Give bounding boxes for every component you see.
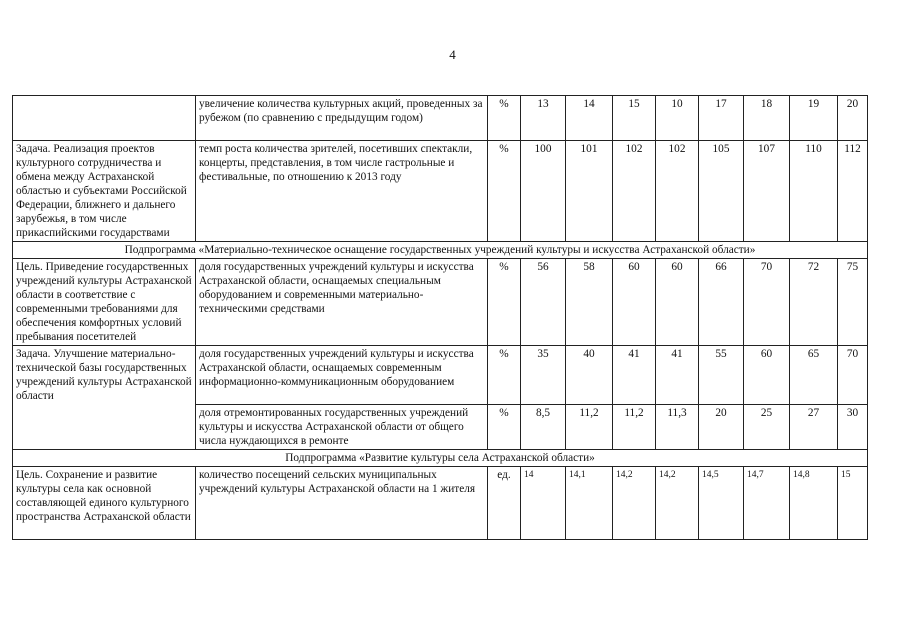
value-cell: 58	[566, 259, 613, 346]
goal-cell: Задача. Улучшение материально-технической базы государственных учреждений культуры Астраханской области	[13, 346, 196, 450]
value-cell: 27	[790, 405, 838, 450]
value-cell: 11,2	[613, 405, 656, 450]
value-cell: 112	[838, 141, 868, 242]
value-cell: 30	[838, 405, 868, 450]
value-cell: 70	[744, 259, 790, 346]
subprogram-row	[13, 242, 868, 259]
value-cell: 105	[699, 141, 744, 242]
value-cell: 110	[790, 141, 838, 242]
subprogram-title: Подпрограмма «Развитие культуры села Астраханской области»	[13, 450, 868, 467]
indicator-cell: увеличение количества культурных акций, проведенных за рубежом (по сравнению с предыдущим годом)	[196, 96, 488, 141]
value-cell: 20	[838, 96, 868, 141]
indicator-cell: доля государственных учреждений культуры и искусства Астраханской области, оснащаемых специальным оборудованием и современными материально-техническими средствами	[196, 259, 488, 346]
goal-cell	[13, 96, 196, 141]
value-cell: 60	[656, 259, 699, 346]
value-cell: 66	[699, 259, 744, 346]
goal-cell: Цель. Приведение государственных учреждений культуры Астраханской области в соответствие с современными требованиями для обеспечения комфортных условий пребывания посетителей	[13, 259, 196, 346]
table-row	[13, 346, 868, 405]
indicators-table	[12, 95, 868, 540]
value-cell: 14,7	[744, 467, 790, 540]
value-cell: 72	[790, 259, 838, 346]
value-cell: 11,2	[566, 405, 613, 450]
value-cell: 25	[744, 405, 790, 450]
unit-cell: %	[488, 346, 521, 405]
value-cell: 14	[521, 467, 566, 540]
value-cell: 60	[744, 346, 790, 405]
value-cell: 17	[699, 96, 744, 141]
indicator-cell: доля государственных учреждений культуры и искусства Астраханской области, оснащаемых современным информационно-коммуникационным оборудованием	[196, 346, 488, 405]
value-cell: 18	[744, 96, 790, 141]
indicator-cell: количество посещений сельских муниципальных учреждений культуры Астраханской области на 1 жителя	[196, 467, 488, 540]
value-cell: 14	[566, 96, 613, 141]
unit-cell: %	[488, 259, 521, 346]
value-cell: 56	[521, 259, 566, 346]
subprogram-row	[13, 450, 868, 467]
unit-cell: ед.	[488, 467, 521, 540]
subprogram-title: Подпрограмма «Материально-техническое оснащение государственных учреждений культуры и искусства Астраханской области»	[13, 242, 868, 259]
value-cell: 19	[790, 96, 838, 141]
goal-cell: Цель. Сохранение и развитие культуры села как основной составляющей единого культурного пространства Астраханской области	[13, 467, 196, 540]
value-cell: 65	[790, 346, 838, 405]
value-cell: 14,2	[656, 467, 699, 540]
value-cell: 107	[744, 141, 790, 242]
value-cell: 14,5	[699, 467, 744, 540]
value-cell: 41	[656, 346, 699, 405]
value-cell: 40	[566, 346, 613, 405]
value-cell: 14,8	[790, 467, 838, 540]
value-cell: 14,2	[613, 467, 656, 540]
unit-cell: %	[488, 405, 521, 450]
table-row	[13, 467, 868, 540]
value-cell: 101	[566, 141, 613, 242]
value-cell: 11,3	[656, 405, 699, 450]
table-row	[13, 96, 868, 141]
value-cell: 55	[699, 346, 744, 405]
value-cell: 75	[838, 259, 868, 346]
value-cell: 20	[699, 405, 744, 450]
value-cell: 60	[613, 259, 656, 346]
indicator-cell: темп роста количества зрителей, посетивших спектакли, концерты, представления, в том числе гастрольные и фестивальные, по отношению к 2013 году	[196, 141, 488, 242]
value-cell: 70	[838, 346, 868, 405]
value-cell: 102	[656, 141, 699, 242]
indicator-cell: доля отремонтированных государственных учреждений культуры и искусства Астраханской области от общего числа нуждающихся в ремонте	[196, 405, 488, 450]
page-number: 4	[449, 47, 456, 62]
value-cell: 15	[613, 96, 656, 141]
unit-cell: %	[488, 96, 521, 141]
value-cell: 41	[613, 346, 656, 405]
goal-cell: Задача. Реализация проектов культурного сотрудничества и обмена между Астраханской областью и субъектами Российской Федерации, ближнего и дальнего зарубежья, в том числе прикаспийскими государствами	[13, 141, 196, 242]
table-row	[13, 259, 868, 346]
table-row	[13, 141, 868, 242]
value-cell: 35	[521, 346, 566, 405]
unit-cell: %	[488, 141, 521, 242]
value-cell: 8,5	[521, 405, 566, 450]
value-cell: 102	[613, 141, 656, 242]
value-cell: 100	[521, 141, 566, 242]
value-cell: 13	[521, 96, 566, 141]
value-cell: 14,1	[566, 467, 613, 540]
value-cell: 15	[838, 467, 868, 540]
value-cell: 10	[656, 96, 699, 141]
